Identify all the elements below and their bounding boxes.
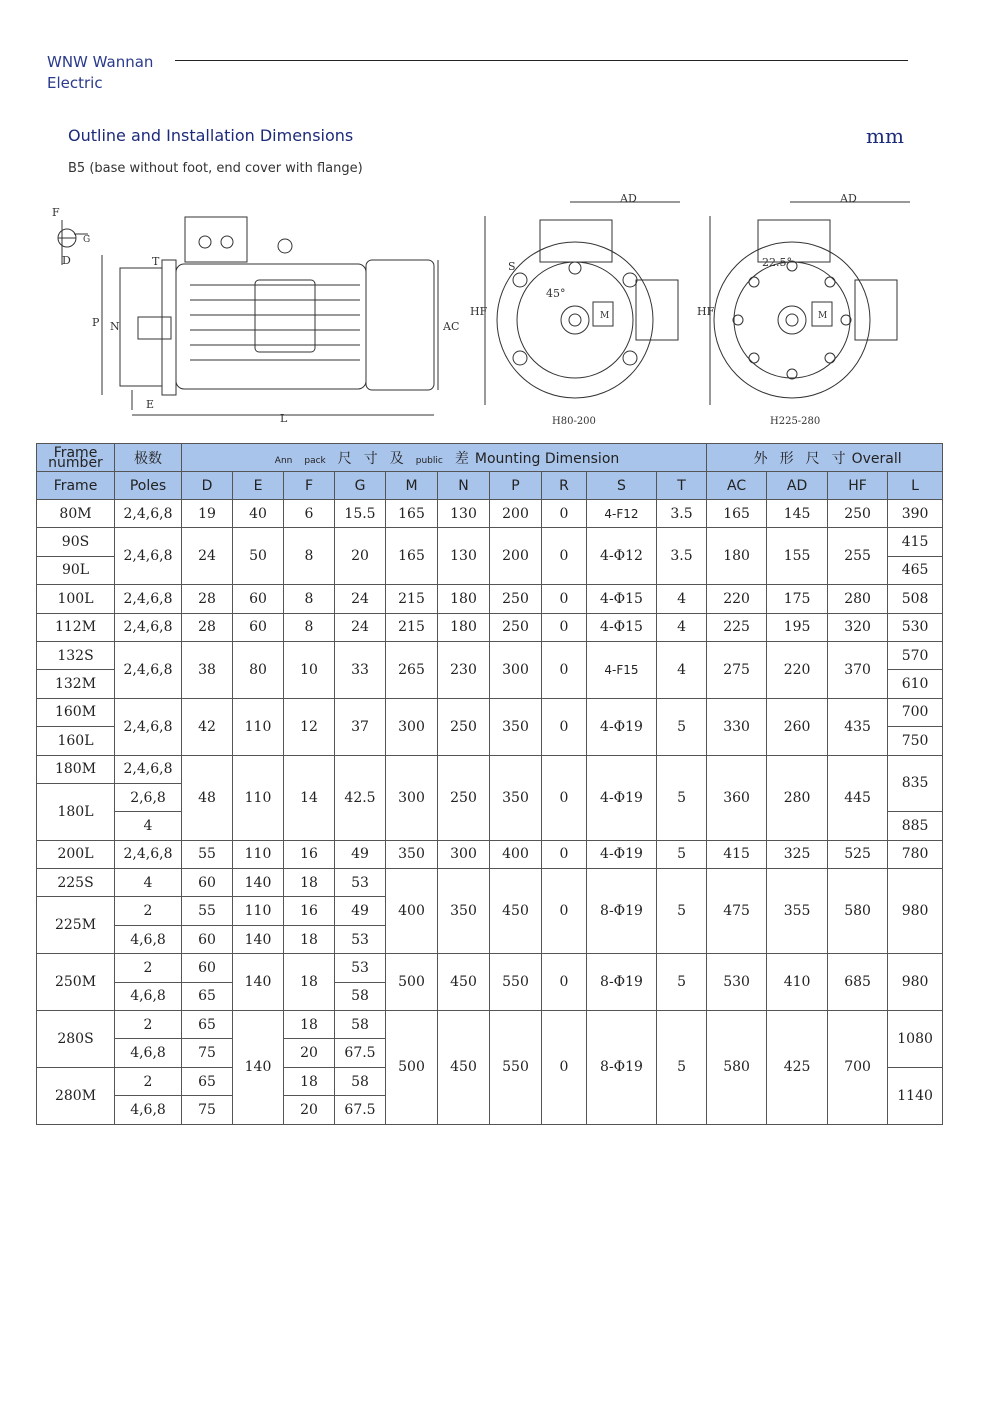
table-cell: 10 [284,641,335,698]
table-cell: 230 [438,641,490,698]
table-cell: 19 [182,500,233,528]
table-cell: 145 [767,500,828,528]
table-cell: 350 [438,869,490,954]
page-title: Outline and Installation Dimensions [68,126,354,145]
label-angle-22-5: 22.5° [762,256,792,269]
table-cell: 2,6,8 [115,783,182,811]
table-cell: 60 [182,869,233,897]
table-cell: 410 [767,954,828,1011]
table-cell: 4-Φ19 [587,840,657,868]
table-cell: 450 [490,869,542,954]
table-cell: 16 [284,840,335,868]
table-cell: 24 [335,613,386,641]
label-AD-1: AD [620,192,637,205]
table-header-row-1 [37,444,943,472]
table-cell: 475 [707,869,767,954]
table-cell: 835 [888,755,943,812]
table-cell: 49 [335,840,386,868]
front-view-h80-200 [470,192,680,427]
table-cell: 12 [284,698,335,755]
table-cell: 175 [767,585,828,613]
table-cell: 180M [37,755,115,783]
table-cell: 275 [707,641,767,698]
dimension-table [36,443,943,1125]
table-cell: 370 [828,641,888,698]
table-cell: 750 [888,727,943,755]
table-cell: 180 [438,585,490,613]
table-cell: 508 [888,585,943,613]
table-cell: 165 [386,528,438,585]
table-cell: 465 [888,556,943,584]
table-cell: 8-Φ19 [587,1011,657,1125]
table-cell: 50 [233,528,284,585]
table-cell: 300 [386,698,438,755]
table-cell: 42.5 [335,755,386,840]
front-view-h225-280 [697,192,910,427]
header-mounting-dimension: Ann pack 尺 寸 及 public 差 Mounting Dimension [182,444,707,472]
table-cell: 550 [490,1011,542,1125]
table-cell: 60 [182,925,233,953]
table-cell: 165 [707,500,767,528]
table-cell: 265 [386,641,438,698]
table-cell: 37 [335,698,386,755]
table-cell: 140 [233,869,284,897]
table-cell: 450 [438,1011,490,1125]
table-cell: 140 [233,925,284,953]
table-cell: 0 [542,585,587,613]
table-cell: 80 [233,641,284,698]
header-poles: Poles [115,472,182,500]
table-cell: 53 [335,925,386,953]
table-cell: 65 [182,1067,233,1095]
table-cell: 15.5 [335,500,386,528]
table-cell: 525 [828,840,888,868]
header-overall: 外 形 尺 寸 Overall [707,444,943,472]
table-cell: 390 [888,500,943,528]
page-subtitle: B5 (base without foot, end cover with flange) [68,161,363,176]
table-cell: 780 [888,840,943,868]
label-M-1: M [600,311,610,321]
table-cell: 55 [182,897,233,925]
table-cell: 0 [542,755,587,840]
table-row [37,585,943,613]
table-cell: 8 [284,528,335,585]
table-cell: 580 [707,1011,767,1125]
col-T: T [657,472,707,500]
table-cell: 360 [707,755,767,840]
table-cell: 60 [182,954,233,982]
table-cell: 0 [542,613,587,641]
table-cell: 53 [335,869,386,897]
table-cell: 8-Φ19 [587,954,657,1011]
table-cell: 0 [542,528,587,585]
table-row [37,755,943,783]
table-cell: 100L [37,585,115,613]
table-cell: 255 [828,528,888,585]
table-cell: 200 [490,500,542,528]
table-cell: 20 [335,528,386,585]
table-cell: 4 [115,869,182,897]
label-L: L [280,412,288,425]
table-cell: 5 [657,840,707,868]
label-M-2: M [818,311,828,321]
table-cell: 4-Φ19 [587,755,657,840]
table-cell: 1080 [888,1011,943,1068]
col-E: E [233,472,284,500]
table-cell: 425 [767,1011,828,1125]
table-cell: 4 [657,641,707,698]
table-cell: 28 [182,585,233,613]
header-frame-number: Frame number [37,444,115,472]
table-cell: 110 [233,755,284,840]
table-cell: 215 [386,613,438,641]
table-cell: 300 [386,755,438,840]
table-cell: 8 [284,585,335,613]
table-cell: 4,6,8 [115,1039,182,1067]
table-cell: 2 [115,1011,182,1039]
table-cell: 3.5 [657,500,707,528]
table-cell: 980 [888,954,943,1011]
table-row [37,840,943,868]
table-cell: 215 [386,585,438,613]
table-cell: 400 [386,869,438,954]
label-E: E [146,398,155,411]
table-cell: 132S [37,641,115,669]
table-cell: 0 [542,840,587,868]
brand-logo-text [47,52,153,94]
brand-line-2: Electric [47,74,103,92]
table-cell: 4,6,8 [115,1096,182,1124]
table-cell: 0 [542,641,587,698]
table-cell: 280 [828,585,888,613]
motor-outline-drawing [40,190,920,435]
table-cell: 65 [182,1011,233,1039]
table-cell: 180L [37,783,115,840]
label-angle-45: 45° [546,287,566,300]
table-cell: 18 [284,954,335,1011]
table-row [37,641,943,669]
col-D: D [182,472,233,500]
table-cell: 4-Φ15 [587,585,657,613]
table-cell: 8-Φ19 [587,869,657,954]
table-row [37,500,943,528]
table-cell: 2,4,6,8 [115,755,182,783]
table-row [37,869,943,897]
label-HF-2: HF [697,305,715,318]
table-cell: 110 [233,897,284,925]
label-N: N [110,320,120,333]
table-cell: 3.5 [657,528,707,585]
table-row [37,613,943,641]
table-cell: 180 [438,613,490,641]
table-cell: 5 [657,755,707,840]
table-cell: 8 [284,613,335,641]
table-cell: 4 [115,812,182,840]
table-cell: 75 [182,1096,233,1124]
table-cell: 580 [828,869,888,954]
table-cell: 4-F12 [587,500,657,528]
header-divider [175,60,908,61]
table-row [37,528,943,556]
table-cell: 2,4,6,8 [115,528,182,585]
table-cell: 140 [233,1011,284,1125]
table-cell: 160L [37,727,115,755]
table-cell: 55 [182,840,233,868]
table-cell: 112M [37,613,115,641]
table-cell: 1140 [888,1067,943,1124]
table-cell: 38 [182,641,233,698]
header-frame: Frame [37,472,115,500]
table-cell: 250 [828,500,888,528]
table-cell: 250 [438,698,490,755]
table-cell: 6 [284,500,335,528]
table-cell: 2 [115,954,182,982]
table-cell: 24 [335,585,386,613]
table-cell: 5 [657,954,707,1011]
table-cell: 250 [438,755,490,840]
table-cell: 4 [657,613,707,641]
table-cell: 4,6,8 [115,925,182,953]
table-cell: 4 [657,585,707,613]
table-cell: 355 [767,869,828,954]
table-cell: 90S [37,528,115,556]
table-cell: 400 [490,840,542,868]
col-N: N [438,472,490,500]
table-cell: 40 [233,500,284,528]
table-cell: 530 [707,954,767,1011]
table-cell: 80M [37,500,115,528]
label-AD-2: AD [840,192,857,205]
table-cell: 0 [542,869,587,954]
table-cell: 75 [182,1039,233,1067]
table-cell: 4-Φ12 [587,528,657,585]
col-F: F [284,472,335,500]
table-cell: 160M [37,698,115,726]
table-cell: 570 [888,641,943,669]
table-cell: 225M [37,897,115,954]
table-cell: 415 [888,528,943,556]
table-cell: 320 [828,613,888,641]
table-row [37,698,943,726]
table-cell: 2,4,6,8 [115,585,182,613]
table-cell: 165 [386,500,438,528]
label-T: T [152,255,160,268]
table-cell: 4-F15 [587,641,657,698]
table-cell: 20 [284,1096,335,1124]
label-D: D [62,254,71,267]
header-poles-cn: 极数 [115,444,182,472]
table-cell: 2,4,6,8 [115,613,182,641]
label-S: S [508,260,516,273]
table-cell: 67.5 [335,1096,386,1124]
table-cell: 58 [335,1011,386,1039]
table-cell: 445 [828,755,888,840]
table-cell: 42 [182,698,233,755]
table-cell: 5 [657,698,707,755]
col-AD: AD [767,472,828,500]
table-cell: 28 [182,613,233,641]
table-cell: 0 [542,698,587,755]
label-P: P [92,316,100,329]
table-cell: 550 [490,954,542,1011]
shaft-key-detail [52,206,90,267]
table-cell: 18 [284,925,335,953]
label-G: G [83,235,91,245]
table-cell: 980 [888,869,943,954]
table-cell: 2,4,6,8 [115,840,182,868]
table-cell: 610 [888,670,943,698]
table-cell: 180 [707,528,767,585]
table-cell: 20 [284,1039,335,1067]
label-F: F [52,206,60,219]
table-cell: 250 [490,613,542,641]
col-HF: HF [828,472,888,500]
table-cell: 5 [657,869,707,954]
table-cell: 350 [386,840,438,868]
table-cell: 33 [335,641,386,698]
table-cell: 200L [37,840,115,868]
table-row [37,1011,943,1039]
label-AC: AC [443,320,460,333]
table-cell: 885 [888,812,943,840]
table-cell: 350 [490,698,542,755]
col-G: G [335,472,386,500]
table-cell: 24 [182,528,233,585]
table-cell: 300 [490,641,542,698]
table-cell: 4-Φ15 [587,613,657,641]
table-cell: 220 [767,641,828,698]
table-cell: 16 [284,897,335,925]
table-cell: 225S [37,869,115,897]
table-cell: 700 [888,698,943,726]
table-cell: 435 [828,698,888,755]
table-cell: 4-Φ19 [587,698,657,755]
table-cell: 260 [767,698,828,755]
col-M: M [386,472,438,500]
table-cell: 685 [828,954,888,1011]
table-cell: 5 [657,1011,707,1125]
table-cell: 250 [490,585,542,613]
table-cell: 220 [707,585,767,613]
table-cell: 14 [284,755,335,840]
table-cell: 18 [284,869,335,897]
table-cell: 60 [233,585,284,613]
view-label-h80-200: H80-200 [552,416,596,427]
table-cell: 18 [284,1067,335,1095]
table-cell: 67.5 [335,1039,386,1067]
table-cell: 65 [182,982,233,1010]
table-cell: 130 [438,528,490,585]
view-label-h225-280: H225-280 [770,416,821,427]
col-S: S [587,472,657,500]
table-cell: 500 [386,954,438,1011]
table-cell: 0 [542,1011,587,1125]
table-cell: 2,4,6,8 [115,500,182,528]
brand-line-1: WNW Wannan [47,53,154,71]
table-cell: 500 [386,1011,438,1125]
table-cell: 110 [233,840,284,868]
table-cell: 530 [888,613,943,641]
table-cell: 195 [767,613,828,641]
table-cell: 200 [490,528,542,585]
table-cell: 330 [707,698,767,755]
table-cell: 90L [37,556,115,584]
table-cell: 450 [438,954,490,1011]
table-cell: 2,4,6,8 [115,698,182,755]
table-cell: 250M [37,954,115,1011]
col-R: R [542,472,587,500]
table-cell: 415 [707,840,767,868]
table-cell: 53 [335,954,386,982]
table-cell: 2,4,6,8 [115,641,182,698]
col-P: P [490,472,542,500]
table-cell: 0 [542,954,587,1011]
table-cell: 280S [37,1011,115,1068]
unit-label: mm [866,124,904,148]
table-cell: 325 [767,840,828,868]
table-cell: 280M [37,1067,115,1124]
table-cell: 48 [182,755,233,840]
table-cell: 58 [335,1067,386,1095]
table-cell: 700 [828,1011,888,1125]
table-cell: 225 [707,613,767,641]
table-cell: 2 [115,897,182,925]
label-HF-1: HF [470,305,488,318]
table-cell: 140 [233,954,284,1011]
table-cell: 0 [542,500,587,528]
table-cell: 18 [284,1011,335,1039]
table-cell: 49 [335,897,386,925]
table-cell: 110 [233,698,284,755]
table-row [37,954,943,982]
table-cell: 132M [37,670,115,698]
table-cell: 2 [115,1067,182,1095]
motor-side-view [92,217,459,425]
table-cell: 130 [438,500,490,528]
table-cell: 300 [438,840,490,868]
table-cell: 280 [767,755,828,840]
table-cell: 4,6,8 [115,982,182,1010]
table-header-row-2 [37,472,943,500]
col-AC: AC [707,472,767,500]
table-cell: 60 [233,613,284,641]
table-cell: 350 [490,755,542,840]
table-cell: 58 [335,982,386,1010]
col-L: L [888,472,943,500]
table-cell: 155 [767,528,828,585]
